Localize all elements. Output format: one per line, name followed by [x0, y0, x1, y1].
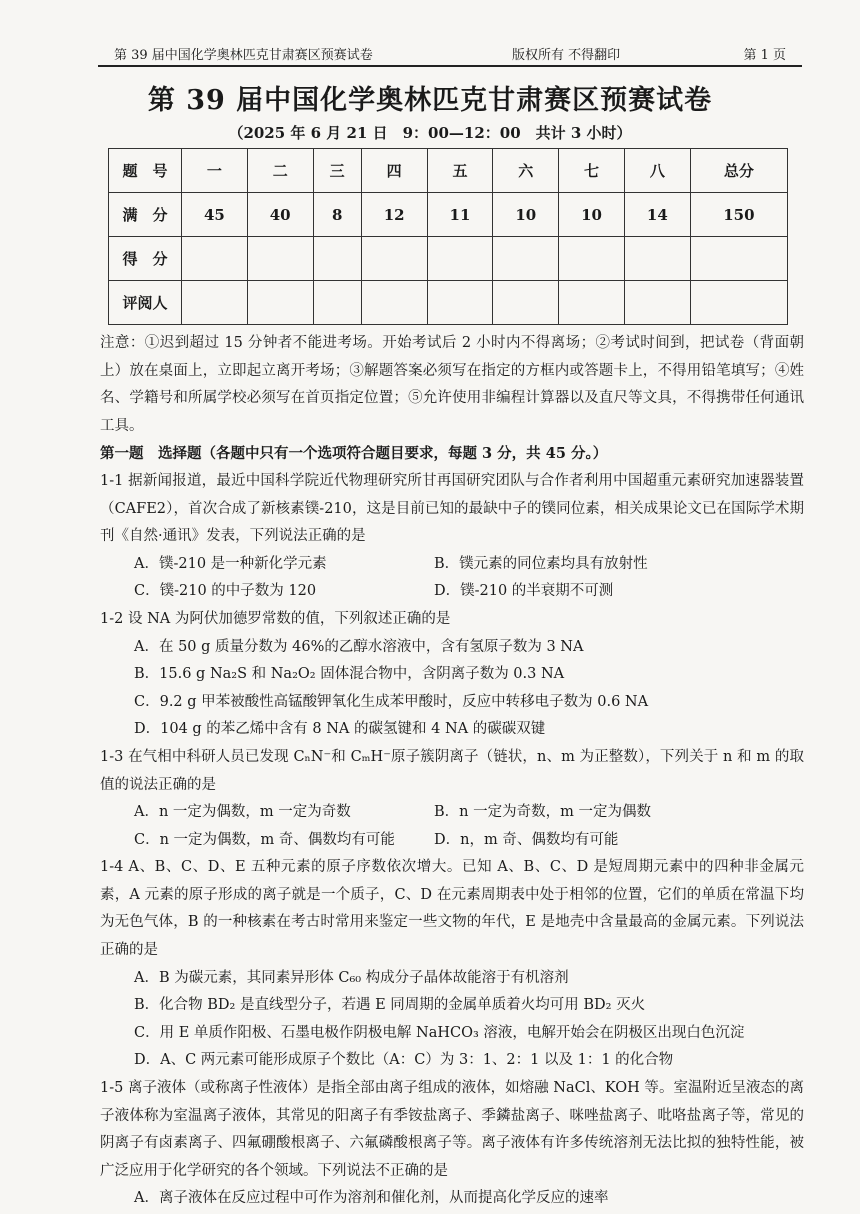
column-header: 八: [624, 149, 690, 193]
table-cell: 150: [690, 193, 787, 237]
table-cell: 45: [182, 193, 248, 237]
table-cell: 12: [361, 193, 427, 237]
options-row: [100, 799, 804, 827]
table-cell: 10: [493, 193, 559, 237]
table-row: [109, 281, 788, 325]
option-d: D．A、C 两元素可能形成原子个数比（A：C）为 3：1、2：1 以及 1：1 的化合物: [134, 1052, 674, 1069]
table-cell: 11: [427, 193, 493, 237]
grader-cell[interactable]: [427, 281, 493, 325]
grader-cell[interactable]: [690, 281, 787, 325]
option-a: A．n 一定为偶数，m 一定为奇数: [134, 804, 351, 821]
option-b: B．镤元素的同位素均具有放射性: [434, 555, 648, 572]
column-header: 四: [361, 149, 427, 193]
column-header: 总分: [690, 149, 787, 193]
score-cell[interactable]: [493, 237, 559, 281]
notice: 注意：①迟到超过 15 分钟者不能进考场。开始考试后 2 小时内不得离场；②考试时间到，把试卷（背面朝上）放在桌面上，立即起立离开考场；③解题答案必须写在指定的方框内或答题卡上，不得用铅笔填写；④姓名、学籍号和所属学校必须写在首页指定位置；⑤允许使用非编程计算器以及直尺等文具，不得携带任何通讯工具。: [100, 335, 804, 434]
page-title: 第 39 届中国化学奥林匹克甘肃赛区预赛试卷: [147, 85, 713, 116]
column-header: 三: [313, 149, 361, 193]
grader-cell[interactable]: [313, 281, 361, 325]
option-c: C．9.2 g 甲苯被酸性高锰酸钾氧化生成苯甲酸时，反应中转移电子数为 0.6 NA: [134, 693, 649, 710]
table-cell: 10: [559, 193, 625, 237]
row-header: 评阅人: [109, 281, 182, 325]
row-header: 题 号: [109, 149, 182, 193]
table-cell: 8: [313, 193, 361, 237]
exam-body: [100, 330, 804, 1213]
column-header: 七: [559, 149, 625, 193]
column-header: 二: [247, 149, 313, 193]
table-row: [109, 193, 788, 237]
question-stem: 1-2 设 NA 为阿伏加德罗常数的值，下列叙述正确的是: [100, 610, 451, 627]
header-rule: [98, 65, 802, 67]
grader-cell[interactable]: [624, 281, 690, 325]
question-stem: 1-1 据新闻报道，最近中国科学院近代物理研究所甘再国研究团队与合作者利用中国超重元素研究加速器装置（CAFE2），首次合成了新核素镤-210，这是目前已知的最缺中子的镤同位素，相关成果论文已在国际学术期刊《自然·通讯》发表，下列说法正确的是: [100, 472, 804, 545]
option-c: C．镤-210 的中子数为 120: [134, 583, 317, 600]
grader-cell[interactable]: [247, 281, 313, 325]
option-a: A．在 50 g 质量分数为 46%的乙醇水溶液中，含有氢原子数为 3 NA: [134, 638, 584, 655]
options-row: [100, 551, 804, 579]
running-header: [100, 42, 800, 64]
option-a: A．镤-210 是一种新化学元素: [134, 555, 327, 572]
grader-cell[interactable]: [559, 281, 625, 325]
option-a: A．离子液体在反应过程中可作为溶剂和催化剂，从而提高化学反应的速率: [134, 1190, 609, 1207]
row-header: 满 分: [109, 193, 182, 237]
score-cell[interactable]: [427, 237, 493, 281]
score-cell[interactable]: [361, 237, 427, 281]
score-cell[interactable]: [247, 237, 313, 281]
option-c: C．n 一定为偶数，m 奇、偶数均有可能: [134, 831, 395, 848]
option-b: B．15.6 g Na₂S 和 Na₂O₂ 固体混合物中，含阴离子数为 0.3 NA: [134, 666, 565, 683]
header-page-number: 第 1 页: [743, 48, 786, 63]
grader-cell[interactable]: [361, 281, 427, 325]
score-cell[interactable]: [182, 237, 248, 281]
exam-time: （2025 年 6 月 21 日 9：00—12：00 共计 3 小时）: [228, 124, 632, 142]
options-row: [100, 578, 804, 606]
score-cell[interactable]: [690, 237, 787, 281]
option-b: B．n 一定为奇数，m 一定为偶数: [434, 804, 651, 821]
header-copyright: 版权所有 不得翻印: [512, 48, 621, 63]
option-c: C．用 E 单质作阳极、石墨电极作阴极电解 NaHCO₃ 溶液，电解开始会在阴极区出现白色沉淀: [134, 1024, 745, 1041]
column-header: 六: [493, 149, 559, 193]
grader-cell[interactable]: [493, 281, 559, 325]
column-header: 五: [427, 149, 493, 193]
question-stem: 1-4 A、B、C、D、E 五种元素的原子序数依次增大。已知 A、B、C、D 是短周期元素中的四种非金属元素，A 元素的原子形成的离子就是一个质子，C、D 在元素周期表中处于相邻的位置，它们的单质在常温下均为无色气体，B 的一种核素在考古时常用来鉴定一些文物的年代，E 是地壳中含量最高的金属元素。下列说法正确的是: [100, 859, 804, 959]
score-cell[interactable]: [313, 237, 361, 281]
score-cell[interactable]: [624, 237, 690, 281]
options-row: [100, 827, 804, 855]
question-stem: 1-3 在气相中科研人员已发现 CₙN⁻和 CₘH⁻原子簇阴离子（链状，n、m 为正整数），下列关于 n 和 m 的取值的说法正确的是: [100, 748, 804, 793]
table-cell: 14: [624, 193, 690, 237]
grader-cell[interactable]: [182, 281, 248, 325]
option-a: A．B 为碳元素，其同素异形体 C₆₀ 构成分子晶体故能溶于有机溶剂: [134, 969, 569, 986]
section-title: 第一题 选择题（各题中只有一个选项符合题目要求，每题 3 分，共 45 分。）: [100, 445, 608, 463]
header-exam-name: 第 39 届中国化学奥林匹克甘肃赛区预赛试卷: [114, 48, 373, 63]
score-table: [108, 148, 788, 325]
score-cell[interactable]: [559, 237, 625, 281]
table-cell: 40: [247, 193, 313, 237]
column-header: 一: [182, 149, 248, 193]
option-b: B．化合物 BD₂ 是直线型分子，若遇 E 同周期的金属单质着火均可用 BD₂ 灭火: [134, 997, 646, 1014]
question-stem: 1-5 离子液体（或称离子性液体）是指全部由离子组成的液体，如熔融 NaCl、KOH 等。室温附近呈液态的离子液体称为室温离子液体，其常见的阳离子有季铵盐离子、季鏻盐离子、咪唑盐离子、吡咯盐离子等，常见的阴离子有卤素离子、四氟硼酸根离子、六氟磷酸根离子等。离子液体有许多传统溶剂无法比拟的独特性能，被广泛应用于化学研究的各个领域。下列说法不正确的是: [100, 1080, 804, 1179]
row-header: 得 分: [109, 237, 182, 281]
option-d: D．镤-210 的半衰期不可测: [434, 583, 614, 600]
option-d: D．104 g 的苯乙烯中含有 8 NA 的碳氢键和 4 NA 的碳碳双键: [134, 721, 546, 738]
option-d: D．n，m 奇、偶数均有可能: [434, 831, 619, 848]
table-row: [109, 237, 788, 281]
table-row: [109, 149, 788, 193]
